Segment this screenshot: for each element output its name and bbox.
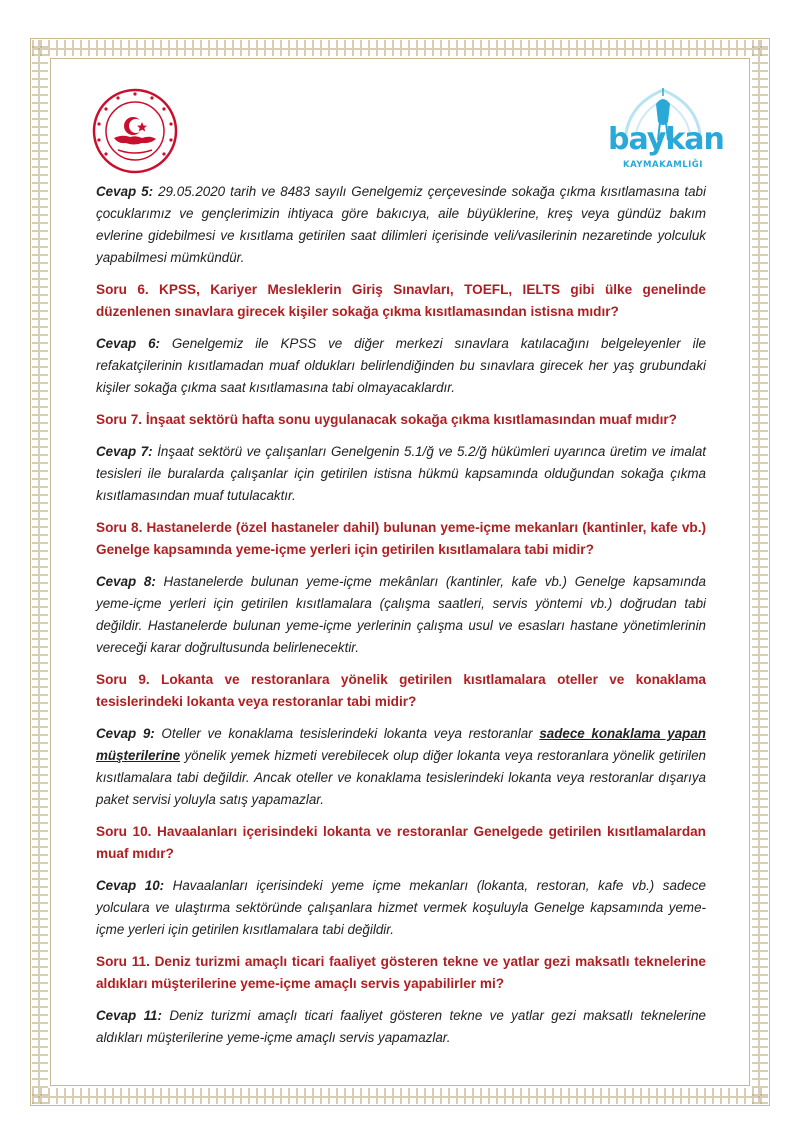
answer-text: Hastanelerde bulunan yeme-içme mekânları (kantinler, kafe vb.) Genelge kapsamında yeme-içme yerleri için getirilen kısıtlamalara (çalışma saatleri, servis yöntemi vb.) doğrudan tabi değildir. Hastanelerde bulunan yeme-içme yerlerinin çalışma usul ve esasları hastane yönetimlerinin vereceği karar doğrultusunda belirlenecektir. bbox=[96, 574, 706, 655]
answer-6 bbox=[96, 333, 706, 399]
answer-label: Cevap 9: bbox=[96, 726, 155, 741]
answer-text: Havaalanları içerisindeki yeme içme mekanları (lokanta, restoran, kafe vb.) sadece yolculara ve ulaştırma sektöründe çalışanlara hizmet vermek koşuluyla Genelge kapsamında yeme-içme yerleri için getirilen kısıtlamalara tabi değildir. bbox=[96, 878, 706, 937]
answer-label: Cevap 10: bbox=[96, 878, 165, 893]
answer-text: İnşaat sektörü ve çalışanları Genelgenin 5.1/ğ ve 5.2/ğ hükümleri uyarınca üretim ve imalat tesisleri ile buralarda çalışanlar için getirilen istisna hükmü kapsamında olduğundan sokağa çıkma kısıtlamasından muaf tutulacaktır. bbox=[96, 444, 706, 503]
question-6: Soru 6. KPSS, Kariyer Mesleklerin Giriş Sınavları, TOEFL, IELTS gibi ülke genelinde düzenlenen sınavlara girecek kişiler sokağa çıkma kısıtlamasından istisna mıdır? bbox=[96, 282, 706, 319]
baykan-kaymakamligi-logo bbox=[608, 82, 724, 178]
answer-label: Cevap 8: bbox=[96, 574, 156, 589]
answer-label: Cevap 5: bbox=[96, 184, 154, 199]
answer-10 bbox=[96, 875, 706, 941]
answer-text-underlined: sadece konaklama yapan müşterilerine bbox=[96, 726, 706, 763]
greek-key-border-top bbox=[32, 40, 768, 56]
answer-label: Cevap 7: bbox=[96, 444, 153, 459]
answer-5 bbox=[96, 181, 706, 269]
answer-text-post: yönelik yemek hizmeti verebilecek olup diğer lokanta veya restoranlara yönelik getirilen kısıtlamalara tabi değildir. Ancak oteller ve konaklama tesislerindeki lokanta veya restoranlar dışarıya paket servisi yoluyla satış yapamazlar. bbox=[96, 748, 706, 807]
logo-subtitle-text: KAYMAKAMLIĞI bbox=[623, 160, 703, 170]
document-body bbox=[96, 181, 706, 1059]
greek-key-border-bottom bbox=[32, 1088, 768, 1104]
logo-brand-text: baykan bbox=[608, 122, 724, 157]
answer-text: Deniz turizmi amaçlı ticari faaliyet gösteren tekne ve yatlar gezi maksatlı teknelerine aldıkları müşterilerine yeme-içme amaçlı servis yapamazlar. bbox=[96, 1008, 706, 1045]
answer-label: Cevap 11: bbox=[96, 1008, 162, 1023]
question-9: Soru 9. Lokanta ve restoranlara yönelik getirilen kısıtlamalara oteller ve konaklama tesislerindeki lokanta veya restoranlar tabi midir? bbox=[96, 672, 706, 709]
ministry-seal-logo bbox=[92, 88, 178, 174]
answer-9 bbox=[96, 723, 706, 811]
question-11: Soru 11. Deniz turizmi amaçlı ticari faaliyet gösteren tekne ve yatlar gezi maksatlı teknelerine aldıkları müşterilerine yeme-içme amaçlı servis yapabilirler mi? bbox=[96, 954, 706, 991]
answer-text-pre: Oteller ve konaklama tesislerindeki lokanta veya restoranlar bbox=[154, 726, 540, 741]
answer-7 bbox=[96, 441, 706, 507]
question-8: Soru 8. Hastanelerde (özel hastaneler dahil) bulunan yeme-içme mekanları (kantinler, kafe vb.) Genelge kapsamında yeme-içme yerleri için getirilen kısıtlamalara tabi midir? bbox=[96, 520, 706, 557]
question-7: Soru 7. İnşaat sektörü hafta sonu uygulanacak sokağa çıkma kısıtlamasından muaf mıdır? bbox=[96, 412, 677, 427]
answer-text: Genelgemiz ile KPSS ve diğer merkezi sınavlara katılacağını belgeleyenler ile refakatçilerinin kısıtlamadan muaf oldukları belirlendiğinden bu sınavlara girecek her yaş grubundaki kişiler sokağa çıkma saat kısıtlamasına tabi olmayacaklardır. bbox=[96, 336, 706, 395]
answer-8 bbox=[96, 571, 706, 659]
question-10: Soru 10. Havaalanları içerisindeki lokanta ve restoranlar Genelgede getirilen kısıtlamalardan muaf mıdır? bbox=[96, 824, 706, 861]
greek-key-border-left bbox=[32, 40, 48, 1104]
answer-text: 29.05.2020 tarih ve 8483 sayılı Genelgemiz çerçevesinde sokağa çıkma kısıtlamasına tabi çocuklarımız ve gençlerimizin ihtiyaca göre bakıcıya, aile büyüklerine, kreş veya gündüz bakım evlerine gidebilmesi ve kısıtlama getirilen saat dilimleri içerisinde veli/vasilerinin nezaretinde yolculuk yapabilmesi mümkündür. bbox=[96, 184, 706, 265]
answer-11 bbox=[96, 1005, 706, 1049]
answer-label: Cevap 6: bbox=[96, 336, 160, 351]
greek-key-border-right bbox=[752, 40, 768, 1104]
